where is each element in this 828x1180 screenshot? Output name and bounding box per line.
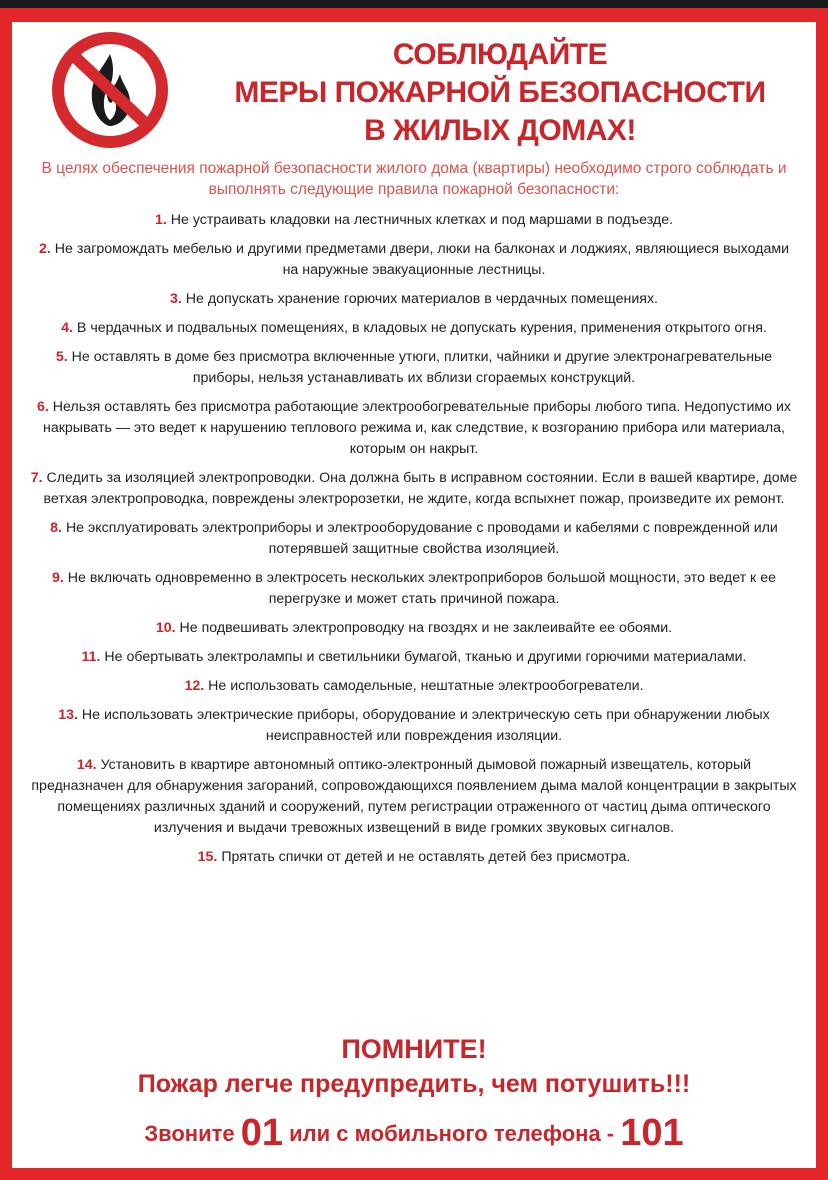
intro-text: В целях обеспечения пожарной безопасности жилого дома (квартиры) необходимо строго соблюдать и выполнять следующие правила пожарной безопасности: [41, 160, 787, 198]
rule-item [30, 847, 798, 868]
rule-number: 1. [154, 212, 167, 228]
rule-number: 11. [81, 649, 101, 665]
phone-number-01: 01 [240, 1112, 284, 1154]
rule-item [30, 705, 798, 747]
rule-text: Установить в квартире автономный оптико-электронный дымовой пожарный извещатель, который предназначен для обнаружения загораний, сопровождающихся появлением дыма малой концентрации в закрытых помещениях различных зданий и сооружений, путем регистрации отраженного от частиц дыма оптического излучения и выдачи тревожных извещений в виде громких звуковых сигналов. [31, 757, 797, 836]
rule-text: В чердачных и подвальных помещениях, в кладовых не допускать курения, применения открытого огня. [76, 320, 767, 336]
title-line-1: СОБЛЮДАЙТЕ [392, 38, 608, 71]
rule-text: Не загромождать мебелью и другими предметами двери, люки на балконах и лоджиях, являющиеся выходами на наружные эвакуационные лестницы. [54, 241, 790, 278]
rule-item [30, 318, 798, 339]
top-edge [0, 0, 828, 8]
poster-title [200, 36, 800, 150]
rule-text: Не допускать хранение горючих материалов в чердачных помещениях. [185, 291, 658, 307]
call-middle: или с мобильного телефона - [289, 1121, 615, 1146]
rule-item [30, 347, 798, 389]
rule-item [30, 518, 798, 560]
rule-number: 14. [76, 757, 97, 773]
rule-text: Не включать одновременно в электросеть нескольких электроприборов большой мощности, это ведет к ее перегрузке и может стать причиной пожара. [67, 570, 776, 607]
rule-text: Следить за изоляцией электропроводки. Она должна быть в исправном состоянии. Если в вашей квартире, доме ветхая электропроводка, повреждены электророзетки, не ждите, когда вспыхнет пожар, произведите их ремонт. [43, 470, 798, 507]
rule-text: Не подвешивать электропроводку на гвоздях и не заклеивайте ее обоями. [179, 620, 673, 636]
rule-item [30, 397, 798, 460]
rule-number: 6. [36, 399, 49, 415]
rule-item [30, 239, 798, 281]
rule-text: Нельзя оставлять без присмотра работающие электрообогревательные приборы любого типа. Недопустимо их накрывать — это ведет к нарушению теплового режима и, как следствие, к возгоранию прибора или материала, которым он накрыт. [42, 399, 792, 457]
rule-text: Не оставлять в доме без присмотра включенные утюги, плитки, чайники и другие электронагревательные приборы, нельзя устанавливать их вблизи сгораемых конструкций. [71, 349, 773, 386]
rule-item [30, 676, 798, 697]
no-fire-icon [50, 30, 170, 150]
rule-text: Не использовать самодельные, нештатные электрообогреватели. [208, 678, 644, 694]
rule-item [30, 755, 798, 839]
rule-number: 15. [197, 849, 218, 865]
rule-number: 9. [52, 570, 64, 586]
rule-number: 8. [50, 520, 62, 536]
rule-text: Не устраивать кладовки на лестничных клетках и под маршами в подъезде. [170, 212, 674, 228]
rule-text: Не использовать электрические приборы, оборудование и электрическую сеть при обнаружении любых неисправностей или повреждения изоляции. [81, 707, 770, 744]
call-prefix: Звоните [144, 1121, 235, 1146]
rule-number: 3. [169, 291, 182, 307]
rule-number: 7. [30, 470, 43, 486]
phone-number-101: 101 [620, 1112, 684, 1154]
rule-number: 13. [58, 707, 78, 723]
rule-number: 5. [55, 349, 68, 365]
rule-number: 10. [155, 620, 176, 636]
rule-text: Не обертывать электролампы и светильники бумагой, тканью и другими горючими материалами. [104, 649, 747, 665]
rule-text: Прятать спички от детей и не оставлять детей без присмотра. [221, 849, 631, 865]
rule-number: 12. [184, 678, 205, 694]
rule-item [30, 210, 798, 231]
rule-item [30, 468, 798, 510]
rule-item [30, 618, 798, 639]
remember-heading: ПОМНИТЕ! [341, 1034, 487, 1064]
rule-number: 4. [61, 320, 73, 336]
rule-text: Не эксплуатировать электроприборы и электрооборудование с проводами и кабелями с поврежденной или потерявшей защитные свойства изоляцией. [65, 520, 778, 557]
rule-item [30, 568, 798, 610]
rule-item [30, 289, 798, 310]
rule-item [30, 647, 798, 668]
title-line-2: МЕРЫ ПОЖАРНОЙ БЕЗОПАСНОСТИ [234, 76, 766, 109]
call-line [0, 1112, 828, 1155]
rule-number: 2. [38, 241, 51, 257]
title-line-3: В ЖИЛЫХ ДОМАХ! [364, 114, 636, 147]
slogan: Пожар легче предупредить, чем потушить!!! [137, 1070, 691, 1098]
rules-list [30, 210, 798, 876]
